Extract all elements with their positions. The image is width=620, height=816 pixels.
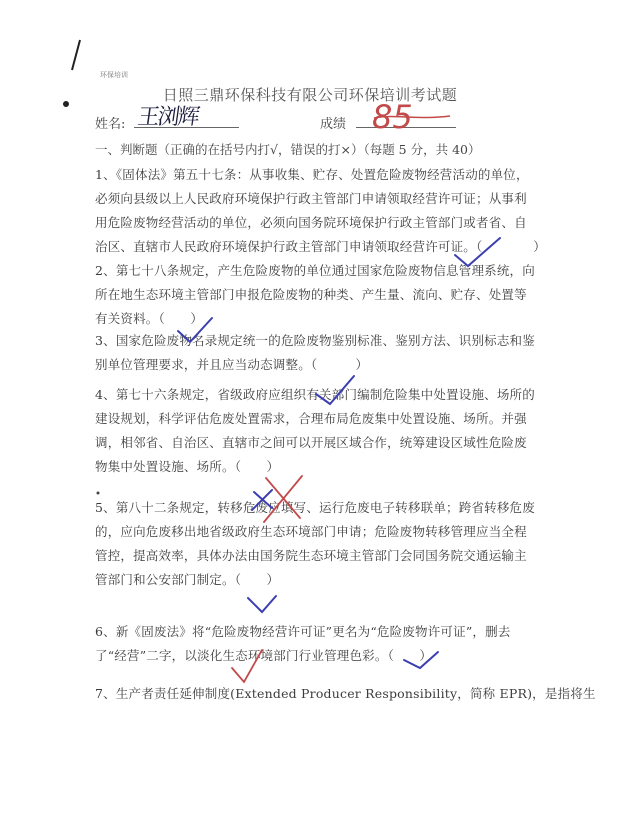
question-line: 4、第七十六条规定，省级政府应组织有关部门编制危险集中处置设施、场所的 <box>95 387 535 402</box>
page-title: 日照三鼎环保科技有限公司环保培训考试题 <box>162 86 458 104</box>
question-line: 管控，提高效率，具体办法由国务院生态环境主管部门会同国务院交通运输主 <box>95 548 527 563</box>
handwritten-name: 王浏辉 <box>135 105 200 130</box>
question-line: 建设规划，科学评估危废处置需求，合理布局危废集中处置设施、场所。并强 <box>95 411 527 426</box>
question-2 <box>95 259 535 331</box>
question-line: 调，相邻省、自治区、直辖市之间可以开展区域合作，统筹建设区域性危险废 <box>95 435 527 450</box>
question-line: 治区、直辖市人民政府环境保护行政主管部门申请领取经营许可证。（ ） <box>95 239 546 254</box>
question-3 <box>95 329 535 377</box>
question-5 <box>95 496 535 592</box>
question-line: 了“经营”二字，以淡化生态环境部门行业管理色彩。（ ） <box>95 648 433 663</box>
ink-dot-mark <box>97 492 100 495</box>
handwritten-score: 85 <box>372 98 413 136</box>
question-6 <box>95 620 525 668</box>
question-line: 物集中处置设施、场所。（ ） <box>95 459 280 474</box>
question-line: 别单位管理要求，并且应当动态调整。（ ） <box>95 357 369 372</box>
question-line: 管部门和公安部门制定。（ ） <box>95 572 280 587</box>
header-note: 环保培训 <box>100 71 128 79</box>
question-line: 1、《固体法》第五十七条：从事收集、贮存、处置危险废物经营活动的单位， <box>95 167 529 182</box>
check-mark-q5 <box>248 596 276 612</box>
question-line: 的，应向危废移出地省级政府生态环境部门申请；危险废物转移管理应当全程 <box>95 524 527 539</box>
question-line: 必须向县级以上人民政府环境保护行政主管部门申请领取经营许可证；从事利 <box>95 191 527 206</box>
name-label: 姓名: <box>95 117 126 132</box>
question-line: 有关资料。（ ） <box>95 311 204 326</box>
section-heading: 一、判断题（正确的在括号内打√，错误的打×）（每题 5 分，共 40） <box>95 142 481 157</box>
question-4 <box>95 383 535 479</box>
margin-slash-mark <box>72 40 80 70</box>
question-line: 所在地生态环境主管部门申报危险废物的种类、产生量、流向、贮存、处置等 <box>95 287 527 302</box>
question-line: 5、第八十二条规定，转移危废应填写、运行危废电子转移联单；跨省转移危废 <box>95 500 535 515</box>
question-1 <box>95 163 546 259</box>
question-line: 用危险废物经营活动的单位，必须向国务院环境保护行政主管部门或者省、自 <box>95 215 527 230</box>
question-line: 2、第七十八条规定，产生危险废物的单位通过国家危险废物信息管理系统，向 <box>95 263 535 278</box>
score-label: 成绩 <box>320 117 347 132</box>
question-line: 3、国家危险废物名录规定统一的危险废物鉴别标准、鉴别方法、识别标志和鉴 <box>95 333 535 348</box>
question-line: 7、生产者责任延伸制度(Extended Producer Responsibility，简称 EPR)，是指将生 <box>95 686 596 701</box>
question-line: 6、新《固废法》将“危险废物经营许可证”更名为“危险废物许可证”，删去 <box>95 624 511 639</box>
question-7 <box>95 682 596 706</box>
